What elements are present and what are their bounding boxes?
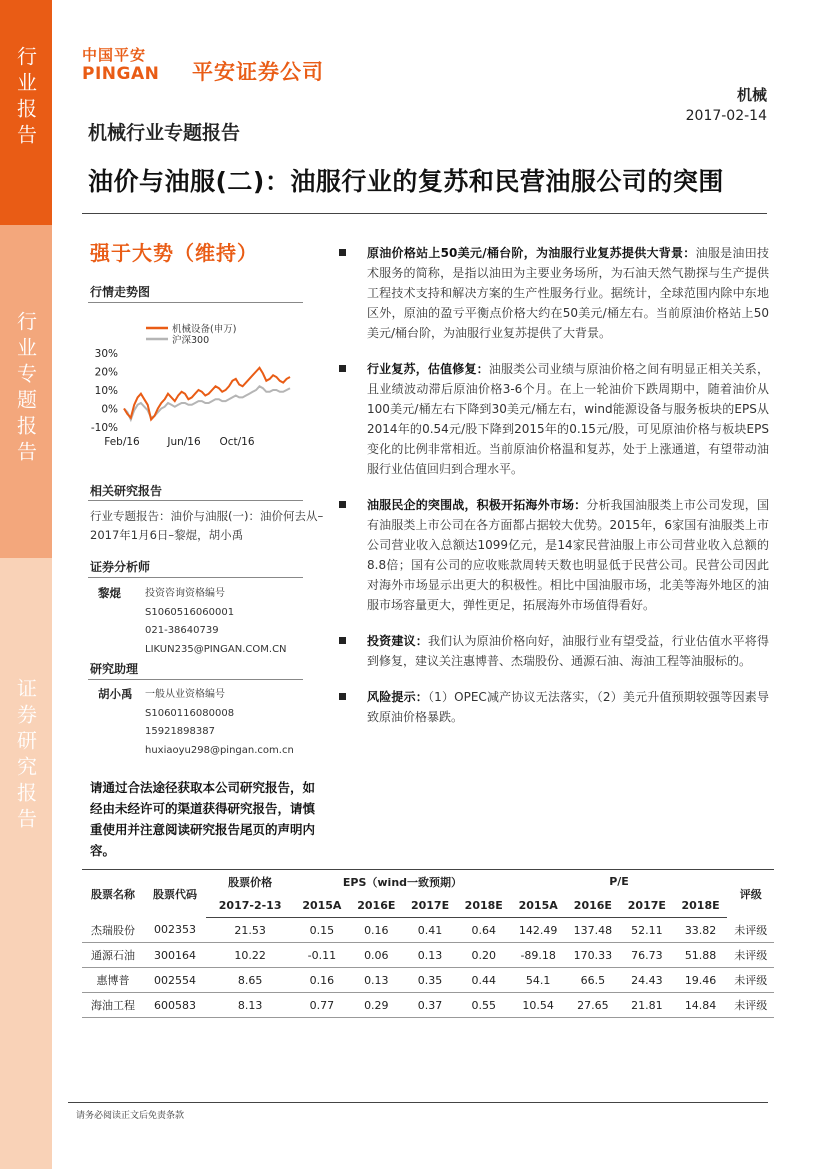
company-name: 平安证券公司 [192,60,324,84]
col-year: 2017E [403,894,457,918]
divider [88,500,303,501]
side-label-topic: 行业专题报告 [0,225,52,558]
legend-label: 沪深300 [172,335,210,346]
side-label-report: 行业报告 [0,0,52,225]
bullet-oil-price: 原油价格站上50美元/桶台阶，为油服行业复苏提供大背景：油服是油田技术服务的简称，是指以油田为主要业务场所，为石油天然气勘探与生产提供工程技术支持和解决方案的生产性服务行业。据统计，全球范围内除中东地区外，原油的盈亏平衡点价格大约在50美元/桶左右。当前原油价格站上50美元/桶台阶，为油服行业复苏提供了大背景。 [339,243,769,343]
footer-divider [68,1102,768,1103]
eps-cell: 0.35 [403,968,457,993]
sector-label: 机械 [736,86,767,104]
col-stock-price: 股票价格 [206,870,294,894]
bullet-marker-icon [339,637,346,644]
pe-cell: 170.33 [566,943,620,968]
stock-code-cell: 300164 [144,943,206,968]
side-label-research: 证券研究报告 [0,558,52,1169]
col-year: 2015A [294,894,349,918]
eps-cell: 0.41 [403,918,457,943]
pe-cell: 14.84 [674,993,728,1018]
pe-cell: 27.65 [566,993,620,1018]
stock-price-cell: 8.13 [206,993,294,1018]
pe-cell: 51.88 [674,943,728,968]
series-line [124,386,290,419]
key-points [339,243,769,727]
report-subtitle: 机械行业专题报告 [88,122,241,144]
pe-cell: 66.5 [566,968,620,993]
pe-cell: 142.49 [511,918,566,943]
y-tick-label: 20% [94,366,118,379]
header-divider [82,213,767,214]
bullet-investment-advice: 投资建议：我们认为原油价格向好，油服行业有望受益，行业估值水平将得到修复，建议关注惠博普、杰瑞股份、通源石油、海油工程等油服标的。 [339,631,769,671]
bullet-recovery: 行业复苏，估值修复：油服类公司业绩与原油价格之间有明显正相关关系，且业绩波动滞后原油价格3-6个月。在上一轮油价下跌周期中，随着油价从100美元/桶左右下降到30美元/桶左右，wind能源设备与服务板块的EPS从2014年的0.54元/股下降到2015年的0.15元/股，可见原油价格与板块EPS变化的比例非常相近。当前原油价格温和复苏，处于上涨通道，有望带动油服行业估值回归到合理水平。 [339,359,769,479]
pe-cell: 19.46 [674,968,728,993]
col-stock-name: 股票名称 [82,870,144,918]
eps-cell: 0.13 [403,943,457,968]
x-tick-label: Jun/16 [167,436,201,448]
col-year: 2016E [349,894,403,918]
table-row [82,968,774,993]
rating-cell: 未评级 [727,943,774,968]
pe-cell: 21.81 [620,993,674,1018]
stock-name-cell: 惠博普 [82,968,144,993]
pe-cell: 24.43 [620,968,674,993]
col-price-date: 2017-2-13 [206,894,294,918]
pe-cell: -89.18 [511,943,566,968]
rating-cell: 未评级 [727,993,774,1018]
legend-label: 机械设备(申万) [172,324,237,335]
pe-cell: 52.11 [620,918,674,943]
eps-cell: 0.64 [457,918,511,943]
pingan-logo: 中国平安 PINGAN [82,46,160,84]
industry-rating: 强于大势（维持） [90,241,258,265]
rating-cell: 未评级 [727,918,774,943]
stock-name-cell: 通源石油 [82,943,144,968]
divider [88,679,303,680]
bullet-marker-icon [339,693,346,700]
eps-cell: 0.77 [294,993,349,1018]
eps-cell: 0.44 [457,968,511,993]
col-pe-group: P/E [511,870,728,894]
report-title: 油价与油服(二)：油服行业的复苏和民营油服公司的突围 [88,167,724,196]
y-tick-label: -10% [90,422,118,434]
pe-cell: 54.1 [511,968,566,993]
rating-cell: 未评级 [727,968,774,993]
col-stock-code: 股票代码 [144,870,206,918]
analyst-name: 黎焜 [98,586,121,600]
assistant-contact: 一般从业资格编号 S1060116080008 15921898387 huxiaoyu298@pingan.com.cn [145,689,294,756]
col-eps-group: EPS（wind一致预期） [294,870,510,894]
bullet-risk-warning: 风险提示：（1）OPEC减产协议无法落实，（2）美元升值预期较强等因素导致原油价格暴跌。 [339,687,769,727]
table-row [82,943,774,968]
table-row [82,918,774,943]
stock-code-cell: 002554 [144,968,206,993]
table-row [82,993,774,1018]
stock-price-cell: 8.65 [206,968,294,993]
analyst-contact: 投资咨询资格编号 S1060516060001 021-38640739 LIKUN235@PINGAN.COM.CN [145,588,287,655]
related-heading: 相关研究报告 [90,484,163,498]
col-year: 2018E [457,894,511,918]
pe-cell: 76.73 [620,943,674,968]
col-year: 2015A [511,894,566,918]
stock-price-cell: 10.22 [206,943,294,968]
col-year: 2018E [674,894,728,918]
eps-cell: -0.11 [294,943,349,968]
x-tick-label: Oct/16 [219,436,255,448]
col-rating: 评级 [727,870,774,918]
stock-code-cell: 600583 [144,993,206,1018]
eps-cell: 0.16 [294,968,349,993]
assistant-name: 胡小禹 [98,687,133,701]
eps-cell: 0.13 [349,968,403,993]
y-tick-label: 0% [101,403,118,416]
access-disclaimer: 请通过合法途径获取本公司研究报告，如经由未经许可的渠道获得研究报告，请慎重使用并注意阅读研究报告尾页的声明内容。 [90,780,316,858]
x-tick-label: Feb/16 [104,436,140,448]
eps-cell: 0.06 [349,943,403,968]
divider [88,302,303,303]
eps-cell: 0.20 [457,943,511,968]
report-date: 2017-02-14 [685,108,767,124]
eps-cell: 0.29 [349,993,403,1018]
pe-cell: 33.82 [674,918,728,943]
bullet-marker-icon [339,365,346,372]
eps-cell: 0.15 [294,918,349,943]
eps-cell: 0.37 [403,993,457,1018]
stock-price-cell: 21.53 [206,918,294,943]
eps-cell: 0.55 [457,993,511,1018]
bullet-private-firms: 油服民企的突围战，积极开拓海外市场：分析我国油服类上市公司发现，国有油服类上市公司在各方面都占据较大优势。2015年，6家国有油服类上市公司营业收入总额达1099亿元，是14家民营油服上市公司营业收入总额的8.8倍；国有公司的应收账款周转天数也明显低于民营公司。民营公司因此对海外市场显示出更大的积极性。相比中国油服市场，北美等海外地区的油服市场容量更大，弹性更足，拓展海外市场值得看好。 [339,495,769,615]
bullet-marker-icon [339,249,346,256]
assistant-heading: 研究助理 [90,662,139,676]
series-line [124,368,290,420]
analyst-heading: 证券分析师 [90,560,151,574]
pe-cell: 10.54 [511,993,566,1018]
y-tick-label: 10% [94,385,118,397]
footer-note: 请务必阅读正文后免责条款 [76,1111,185,1121]
divider [88,577,303,578]
related-report-text: 行业专题报告：油价与油服(一)：油价何去从– 2017年1月6日–黎焜，胡小禹 [90,509,324,542]
eps-cell: 0.16 [349,918,403,943]
pe-cell: 137.48 [566,918,620,943]
stock-valuation-table [82,869,774,1018]
trend-chart [88,315,303,455]
bullet-marker-icon [339,501,346,508]
stock-code-cell: 002353 [144,918,206,943]
col-year: 2016E [566,894,620,918]
stock-name-cell: 杰瑞股份 [82,918,144,943]
y-tick-label: 30% [94,348,118,360]
col-year: 2017E [620,894,674,918]
trend-heading: 行情走势图 [90,285,151,299]
stock-name-cell: 海油工程 [82,993,144,1018]
